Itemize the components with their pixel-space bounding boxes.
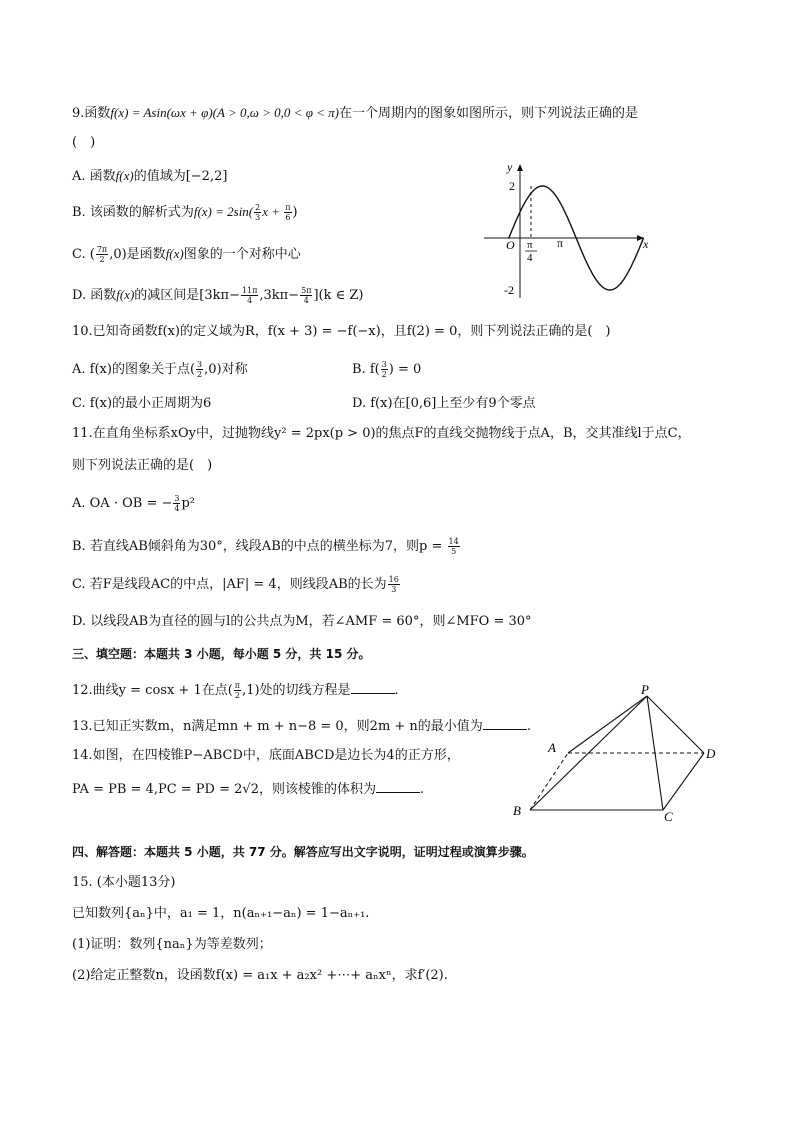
q9-option-b-label: B. 该函数的解析式为 — [72, 205, 194, 220]
q10-stem: 10.已知奇函数f(x)的定义域为R，f(x + 3) = −f(−x)，且f(2) = 0，则下列说法正确的是( ) — [72, 324, 611, 339]
fraction-three-fourths: $\frac{3}{4}$ — [174, 494, 180, 513]
q12-answer-blank[interactable] — [351, 681, 395, 694]
q10-option-a-text: A. f(x)的图象关于点( — [72, 362, 196, 377]
tick-label-pi-over-4-num: π — [527, 239, 533, 251]
q9-option-d-label: D. 函数 — [72, 288, 117, 303]
edge-ab — [530, 753, 568, 810]
q9-option-d-text: 的减区间是[3kπ− — [134, 288, 240, 303]
q9-option-a-text: 的值域为[−2,2] — [133, 169, 228, 184]
vertex-label-a: A — [548, 740, 556, 755]
q9-option-a-label: A. 函数 — [72, 169, 116, 184]
fraction-sixteen-thirds: $\frac{16}{3}$ — [388, 575, 399, 594]
q14-end: . — [419, 782, 425, 797]
q12 — [72, 681, 399, 700]
q11-stem-2: 则下列说法正确的是( ) — [72, 458, 213, 473]
q14-text: PA = PB = 4,PC = PD = 2√2，则该棱锥的体积为 — [72, 782, 376, 797]
q11-option-a-end: p² — [181, 496, 195, 511]
y-axis-arrow — [517, 164, 523, 171]
q11-option-d: D. 以线段AB为直径的圆与l的公共点为M，若∠AMF = 60°，则∠MFO = 30° — [72, 614, 532, 629]
q11-option-b-text: B. 若直线AB倾斜角为30°，线段AB的中点的横坐标为7，则p = — [72, 539, 443, 554]
q10-option-b-text: B. f( — [352, 362, 380, 377]
fraction-pi-six: $\frac{\pi}{6}$ — [285, 203, 291, 222]
y-axis-label: y — [507, 160, 513, 174]
q9-stem-text2: 在一个周期内的图象如图所示，则下列说法正确的是 — [339, 106, 639, 121]
vertex-label-d: D — [706, 746, 716, 761]
origin-label: O — [506, 238, 515, 252]
q9-option-a-math: f(x) — [115, 168, 134, 183]
q10-option-c: C. f(x)的最小正周期为6 — [72, 396, 212, 411]
q9-option-c-label: C. ( — [72, 247, 95, 262]
tick-label-2: 2 — [509, 179, 515, 193]
pyramid-figure — [508, 680, 724, 826]
vertex-label-c: C — [664, 809, 673, 824]
fraction-three-halves: $\frac{3}{2}$ — [197, 360, 203, 379]
q14-line-1: 14.如图，在四棱锥P−ABCD中，底面ABCD是边长为4的正方形， — [72, 748, 460, 763]
q9-option-c-math: f(x) — [165, 246, 184, 261]
fraction-fourteen-fifths: $\frac{14}{5}$ — [448, 537, 459, 556]
section-4-title: 四、解答题：本题共 5 小题，共 77 分。解答应写出文字说明，证明过程或演算步骤。 — [72, 845, 534, 859]
edge-cd — [663, 753, 704, 810]
fraction-three-halves-b: $\frac{3}{2}$ — [381, 360, 387, 379]
q9-option-d-mid: ,3kπ− — [259, 288, 300, 303]
fraction-five-pi-four: $\frac{5\pi}{4}$ — [301, 286, 312, 305]
q9-option-d-end: ](k ∈ Z) — [313, 288, 364, 303]
q10-option-b — [352, 360, 421, 379]
q11-option-a-text: A. OA · OB = − — [72, 496, 173, 511]
q14-line-2 — [72, 780, 424, 799]
q11-option-b — [72, 537, 461, 556]
q12-text: 12.曲线y = cosx + 1在点( — [72, 683, 233, 698]
edge-pd — [647, 696, 704, 753]
tick-label-pi-over-4-den: 4 — [527, 252, 533, 264]
vertex-label-p: P — [641, 682, 649, 697]
q9-option-c-text: 是函数 — [126, 247, 166, 262]
x-axis-label: x — [643, 237, 649, 251]
fraction-seven-pi-two: $\frac{7\pi}{2}$ — [96, 245, 108, 264]
q15-line-1: 已知数列{aₙ}中，a₁ = 1，n(aₙ₊₁−aₙ) = 1−aₙ₊₁. — [72, 906, 370, 921]
q9-stem-func: f(x) = Asin(ωx + φ)(A > 0,ω > 0,0 < φ < π) — [110, 105, 340, 120]
q9-option-b: B. 该函数的解析式为f(x) = 2sin( $\frac{2}{3}$ x + $\frac{\pi}{6}$ ) — [72, 203, 298, 222]
q10-option-a-end: ,0)对称 — [204, 362, 248, 377]
q9-paren: ( ) — [72, 135, 96, 150]
q9-option-d-math: f(x) — [116, 287, 135, 302]
q9-stem-text: 9.函数 — [72, 106, 111, 121]
q9-option-d — [72, 286, 363, 305]
edge-pa — [568, 696, 647, 753]
fraction-eleven-pi-four: $\frac{11\pi}{4}$ — [241, 286, 258, 305]
q13-end: . — [526, 719, 531, 734]
q15-part-1: (1)证明：数列{naₙ}为等差数列； — [72, 937, 272, 952]
q15-title: 15. (本小题13分) — [72, 875, 176, 890]
tick-label-neg2: -2 — [504, 283, 514, 297]
q10-option-a — [72, 360, 248, 379]
q9-option-a — [72, 167, 227, 186]
fraction-pi-two: $\frac{\pi}{2}$ — [234, 681, 241, 700]
tick-label-pi: π — [557, 236, 564, 250]
q11-option-c — [72, 575, 401, 594]
q13 — [72, 717, 531, 736]
q15-part-2: (2)给定正整数n，设函数f(x) = a₁x + a₂x² +⋯+ aₙxⁿ，求f′(2). — [72, 968, 448, 983]
q9-stem — [72, 104, 638, 123]
q9-option-c-text2: 图象的一个对称中心 — [183, 247, 301, 262]
fraction-two-thirds: $\frac{2}{3}$ — [255, 203, 261, 222]
q9-option-b-math: f(x) = 2sin( — [193, 204, 254, 219]
q11-option-c-text: C. 若F是线段AC的中点，|AF| = 4，则线段AB的长为 — [72, 577, 387, 592]
q13-text: 13.已知正实数m，n满足mn + m + n−8 = 0，则2m + n的最小值为 — [72, 719, 483, 734]
q10-option-b-end: ) = 0 — [388, 362, 422, 377]
q11-option-a — [72, 494, 195, 513]
q11-stem-1: 11.在直角坐标系xOy中，过抛物线y² = 2px(p > 0)的焦点F的直线交抛物线于点A，B，交其准线l于点C， — [72, 426, 691, 441]
vertex-label-b: B — [513, 803, 521, 818]
section-3-title: 三、填空题：本题共 3 小题，每小题 5 分，共 15 分。 — [72, 647, 371, 661]
q10-option-d: D. f(x)在[0,6]上至少有9个零点 — [352, 396, 536, 411]
sine-graph — [484, 158, 660, 304]
q9-option-c: C. ( $\frac{7\pi}{2}$ ,0)是函数f(x)图象的一个对称中心 — [72, 245, 301, 264]
q14-answer-blank[interactable] — [376, 780, 420, 793]
q12-end: . — [394, 683, 399, 698]
q12-text2: ,1)处的切线方程是 — [242, 683, 351, 698]
